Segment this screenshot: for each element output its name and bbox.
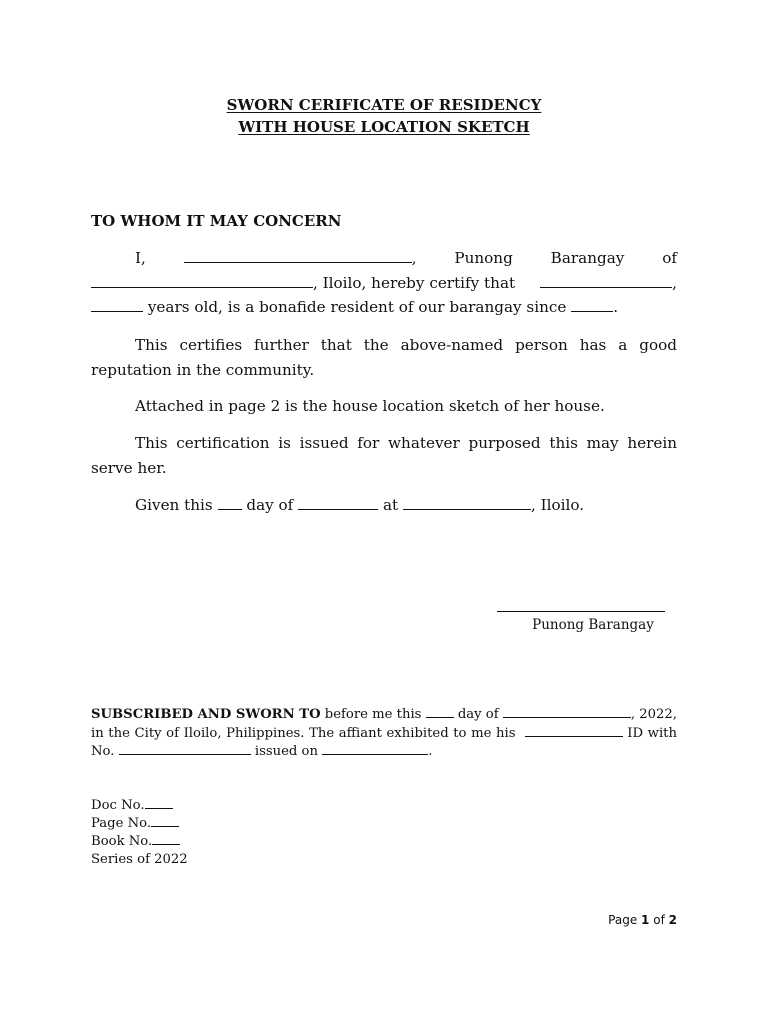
jurat-day-blank[interactable] bbox=[426, 717, 454, 718]
book-no-blank[interactable] bbox=[152, 844, 180, 845]
jurat-day-of-text: day of bbox=[457, 707, 499, 722]
paragraph-attachment: Attached in page 2 is the house location sketch of her house. bbox=[135, 397, 605, 415]
p1-text-years: years old, is a bonafide resident of our barangay since bbox=[147, 298, 567, 316]
jurat-paragraph bbox=[91, 706, 677, 762]
jurat-id-number-blank[interactable] bbox=[119, 754, 251, 755]
p1-period: . bbox=[613, 298, 619, 316]
paragraph-reputation: This certifies further that the above-named person has a good reputation in the community. bbox=[91, 336, 677, 379]
jurat-month-blank[interactable] bbox=[503, 717, 631, 718]
p1-text-punong: Punong bbox=[454, 249, 513, 267]
jurat-lead: SUBSCRIBED AND SWORN TO bbox=[91, 707, 321, 722]
paragraph-certification bbox=[91, 246, 677, 320]
given-day-blank[interactable] bbox=[218, 509, 242, 510]
jurat-before-text: before me this bbox=[324, 707, 422, 722]
given-at-text: at bbox=[382, 496, 399, 514]
jurat-year-text: , 2022, in the City of Iloilo, Philippines. The affiant exhibited to me his bbox=[91, 707, 677, 741]
p1-text-i: I, bbox=[135, 249, 146, 267]
page-current: 1 bbox=[641, 913, 650, 927]
series-label: Series of 2022 bbox=[91, 852, 188, 867]
signature-line[interactable] bbox=[497, 611, 665, 612]
salutation: TO WHOM IT MAY CONCERN bbox=[91, 212, 342, 230]
paragraph-purpose: This certification is issued for whatever purposed this may herein serve her. bbox=[91, 434, 677, 477]
jurat-issued-date-blank[interactable] bbox=[322, 754, 428, 755]
book-no-label: Book No. bbox=[91, 834, 153, 849]
doc-no-label: Doc No. bbox=[91, 798, 145, 813]
given-text: Given this bbox=[135, 496, 213, 514]
given-month-blank[interactable] bbox=[298, 509, 378, 510]
document-title bbox=[0, 94, 768, 138]
jurat-id-type-blank[interactable] bbox=[525, 736, 623, 737]
page-total: 2 bbox=[668, 913, 677, 927]
title-line-1: SWORN CERIFICATE OF RESIDENCY bbox=[226, 96, 542, 114]
p1-text-barangay: Barangay bbox=[550, 249, 625, 267]
p1-comma: , bbox=[411, 249, 417, 267]
paragraph-given bbox=[91, 493, 677, 518]
page-no-label: Page No. bbox=[91, 816, 152, 831]
doc-no-blank[interactable] bbox=[145, 808, 173, 809]
notarial-details bbox=[91, 797, 188, 869]
residency-since-blank[interactable] bbox=[571, 311, 613, 312]
title-line-2: WITH HOUSE LOCATION SKETCH bbox=[238, 118, 530, 136]
given-place-blank[interactable] bbox=[403, 509, 531, 510]
jurat-id-text: ID with No. bbox=[91, 725, 677, 759]
page-number bbox=[608, 913, 677, 927]
given-iloilo-text: , Iloilo. bbox=[530, 496, 585, 514]
jurat-period: . bbox=[428, 744, 433, 759]
age-blank[interactable] bbox=[91, 311, 143, 312]
barangay-captain-name-blank[interactable] bbox=[184, 262, 412, 263]
jurat-issued-text: issued on bbox=[254, 744, 318, 759]
resident-name-blank[interactable] bbox=[540, 287, 672, 288]
given-day-of-text: day of bbox=[246, 496, 294, 514]
barangay-name-blank[interactable] bbox=[91, 287, 313, 288]
p1-text-of: of bbox=[662, 249, 677, 267]
page-of: of bbox=[653, 913, 665, 927]
p1-comma-2: , bbox=[672, 273, 677, 292]
page-prefix: Page bbox=[608, 913, 638, 927]
page-no-blank[interactable] bbox=[151, 826, 179, 827]
p1-text-iloilo: , Iloilo, hereby certify that bbox=[313, 273, 516, 292]
signature-label: Punong Barangay bbox=[532, 617, 654, 633]
